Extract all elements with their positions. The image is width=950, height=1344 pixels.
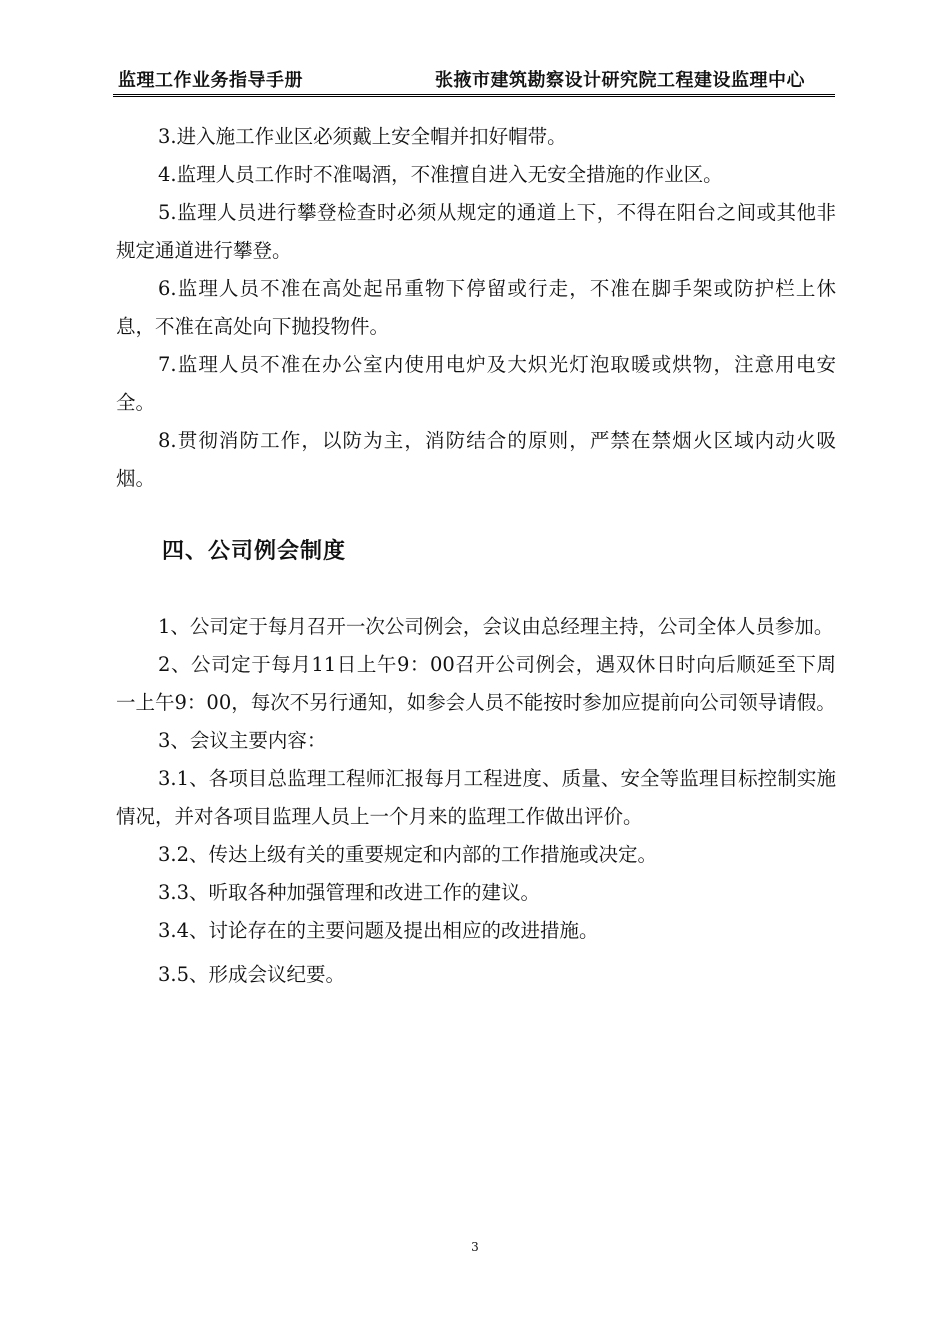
meeting-rule-3-3: 3.3、听取各种加强管理和改进工作的建议。 (158, 881, 541, 904)
meeting-rule-3: 3、会议主要内容： (158, 729, 327, 752)
section-heading: 四、公司例会制度 (162, 539, 347, 564)
safety-rule-4: 4.监理人员工作时不准喝酒，不准擅自进入无安全措施的作业区。 (158, 163, 723, 186)
meeting-rule-2: 2、公司定于每月11日上午9：00召开公司例会，遇双休日时向后顺延至下周一上午9：00，每次不另行通知，如参会人员不能按时参加应提前向公司领导请假。 (116, 653, 836, 714)
meeting-rule-1: 1、公司定于每月召开一次公司例会，会议由总经理主持，公司全体人员参加。 (158, 615, 834, 638)
safety-rule-6: 6.监理人员不准在高处起吊重物下停留或行走，不准在脚手架或防护栏上休息，不准在高处向下抛投物件。 (116, 277, 836, 338)
meeting-rules-list (116, 608, 836, 994)
meeting-rule-3-5: 3.5、形成会议纪要。 (158, 963, 346, 986)
safety-rules-list (116, 118, 836, 498)
meeting-rule-3-1: 3.1、各项目总监理工程师汇报每月工程进度、质量、安全等监理目标控制实施情况，并对各项目监理人员上一个月来的监理工作做出评价。 (116, 767, 836, 828)
page-number: 3 (471, 1240, 479, 1254)
header-organization-name: 张掖市建筑勘察设计研究院工程建设监理中心 (435, 70, 805, 91)
safety-rule-8: 8.贯彻消防工作，以防为主，消防结合的原则，严禁在禁烟火区域内动火吸烟。 (116, 429, 836, 490)
meeting-rule-3-4: 3.4、讨论存在的主要问题及提出相应的改进措施。 (158, 919, 599, 942)
safety-rule-3: 3.进入施工作业区必须戴上安全帽并扣好帽带。 (158, 125, 567, 148)
header-manual-title: 监理工作业务指导手册 (118, 70, 303, 91)
safety-rule-7: 7.监理人员不准在办公室内使用电炉及大炽光灯泡取暖或烘物，注意用电安全。 (116, 353, 836, 414)
safety-rule-5: 5.监理人员进行攀登检查时必须从规定的通道上下，不得在阳台之间或其他非规定通道进行攀登。 (116, 201, 836, 262)
page-header (113, 62, 835, 97)
meeting-rule-3-2: 3.2、传达上级有关的重要规定和内部的工作措施或决定。 (158, 843, 658, 866)
